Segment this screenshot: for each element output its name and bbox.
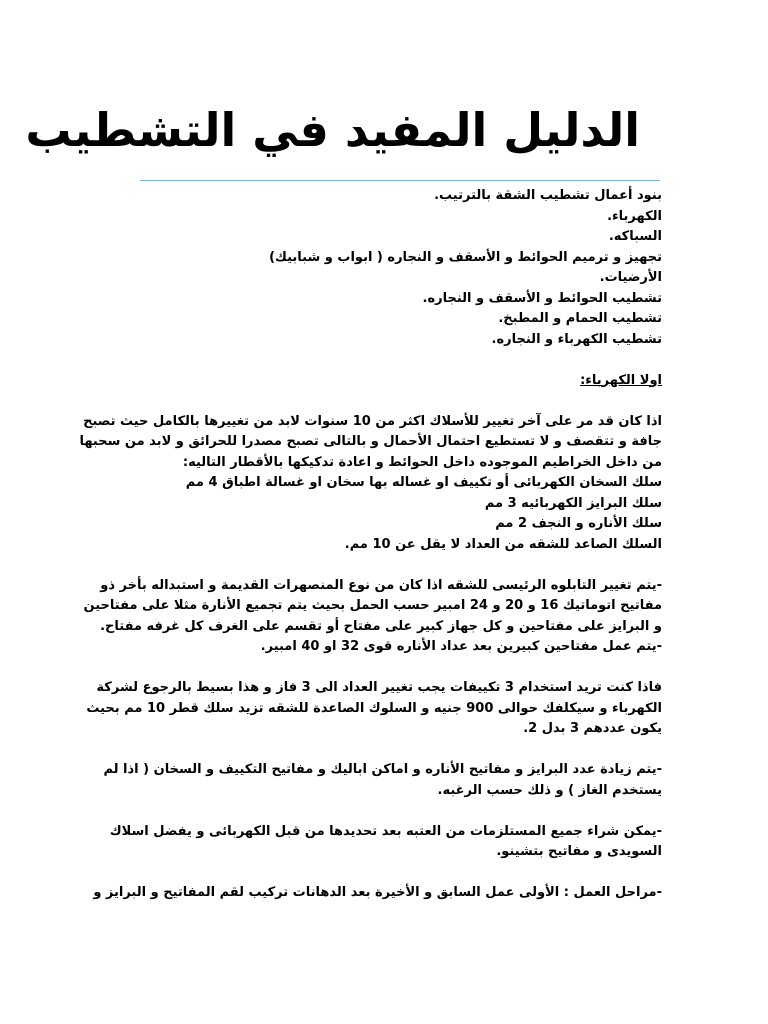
section-heading-line — [116, 371, 662, 392]
paragraph-line: سلك السخان الكهربائى أو تكييف او غساله بها سخان او غسالة اطباق 4 مم — [185, 475, 662, 490]
paragraph-line: -يتم تغيير التابلوه الرئيسى للشقه اذا كان من نوع المنصهرات القديمة و استبداله بأخر ذو — [100, 577, 662, 593]
spacer — [116, 555, 662, 576]
paragraph-line: سلك البرايز الكهربائيه 3 مم — [484, 495, 662, 511]
items-header: بنود أعمال تشطيب الشقة بالترتيب. — [434, 188, 662, 203]
paragraph-line: من داخل الخراطيم الموجوده داخل الحوائط و اعادة تدكيكها بالأقطار التاليه: — [182, 454, 662, 470]
list-item: تجهيز و ترميم الحوائط و الأسقف و النجاره ( ابواب و شبابيك) — [269, 249, 662, 265]
document-title: الدليل المفيد في التشطيب — [25, 103, 640, 157]
spacer — [116, 391, 662, 412]
paragraph-line: يستخدم الغاز ) و ذلك حسب الرغبه. — [437, 782, 662, 798]
spacer — [116, 863, 662, 884]
paragraph-line: و البرايز على مفتاحين و كل جهاز كبير على مفتاح أو تقسم على الغرف كل غرفه مفتاح. — [100, 618, 662, 634]
paragraph-line: مفاتيح اتوماتيك 16 و 20 و 24 امبير حسب الحمل بحيث يتم تجميع الأنارة مثلا على مفتاحين — [83, 598, 662, 613]
spacer — [116, 740, 662, 761]
paragraph-line: يكون عددهم 3 بدل 2. — [523, 721, 662, 736]
paragraph-line: الكهرباء و سيكلفك حوالى 900 جنيه و السلوك الصاعدة للشقه تزيد سلك قطر 10 مم بحيث — [86, 700, 662, 716]
list-item: تشطيب الحوائط و الأسقف و النجاره. — [422, 290, 662, 306]
list-item: تشطيب الكهرباء و النجاره. — [491, 331, 662, 347]
paragraph-line: سلك الأناره و النجف 2 مم — [495, 516, 662, 531]
paragraph-line: فاذا كنت تريد استخدام 3 تكييفات يجب تغيير العداد الى 3 فاز و هذا بسيط بالرجوع لشركة — [96, 680, 662, 695]
paragraph-line: -يمكن شراء جميع المستلزمات من العتبه بعد تحديدها من قبل الكهربائى و يفضل اسلاك — [109, 823, 662, 839]
paragraph-line: -مراحل العمل : الأولى عمل السابق و الأخيرة بعد الدهانات تركيب لقم المفاتيح و البرايز و — [93, 885, 662, 900]
title-divider — [140, 180, 660, 181]
spacer — [116, 801, 662, 822]
section-heading: اولا الكهرباء: — [580, 372, 662, 388]
document-body — [79, 186, 662, 904]
paragraph-line: -يتم عمل مفتاحين كبيرين بعد عداد الأناره قوى 32 او 40 امبير. — [260, 639, 662, 654]
spacer — [116, 658, 662, 679]
paragraph-line: السلك الصاعد للشقه من العداد لا يقل عن 10 مم. — [344, 536, 662, 552]
paragraph-line: السويدى و مفاتيح بتشينو. — [496, 844, 662, 859]
spacer — [116, 350, 662, 371]
list-item: الأرضيات. — [599, 270, 662, 285]
list-item: تشطيب الحمام و المطبخ. — [498, 311, 662, 326]
paragraph-line: اذا كان قد مر على آخر تغيير للأسلاك اكثر من 10 سنوات لابد من تغييرها بالكامل حيث تصبح — [83, 413, 662, 429]
list-item: السباكه. — [608, 229, 662, 244]
paragraph-line: -يتم زيادة عدد البرايز و مفاتيح الأناره و اماكن اباليك و مفاتيح التكييف و السخان ( اذا لم — [103, 762, 662, 777]
list-item: الكهرباء. — [607, 208, 662, 224]
paragraph-line: جافة و تتقصف و لا تستطيع احتمال الأحمال و بالتالى تصبح مصدرا للحرائق و لابد من سحبها — [79, 434, 662, 449]
